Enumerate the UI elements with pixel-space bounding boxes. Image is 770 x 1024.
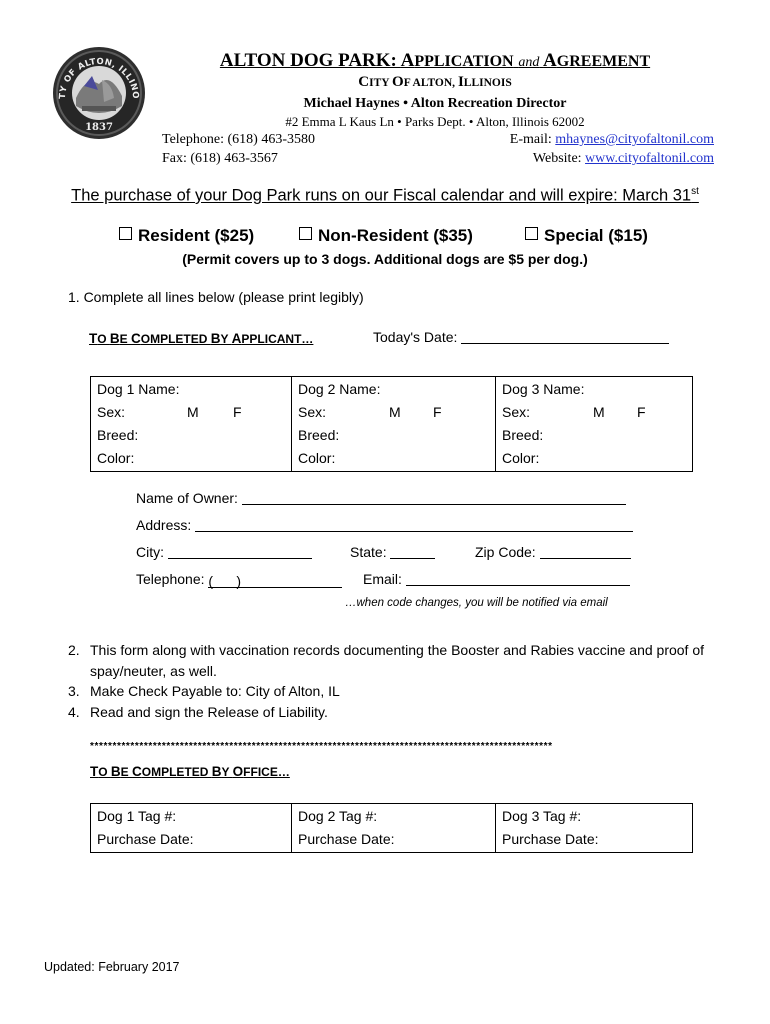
owner-email-input[interactable] [406,571,630,586]
dog-info-table [90,376,693,472]
dog-2-cell [292,377,496,472]
dog-3-purchase-date-field[interactable]: Purchase Date: [502,831,599,847]
dog-3-name-field[interactable]: Dog 3 Name: [502,381,585,397]
checkbox-non-resident[interactable] [299,227,312,240]
website-line: Website: www.cityofaltonil.com [532,151,714,166]
dog-3-color-field[interactable]: Color: [502,450,540,466]
office-dog-2-cell [292,804,496,853]
director-line: Michael Haynes • Alton Recreation Director [303,96,567,111]
option-resident[interactable]: Resident ($25) [119,226,254,246]
dog-2-tag-field[interactable]: Dog 2 Tag #: [298,808,378,824]
page-title: ALTON DOG PARK: APPLICATION and AGREEMENT [219,50,651,71]
dog-3-tag-field[interactable]: Dog 3 Tag #: [502,808,582,824]
owner-name-field: Name of Owner: [136,490,626,506]
updated-footer: Updated: February 2017 [44,960,180,974]
seal-text: TY OF ALTON, ILLINO [57,56,141,100]
option-non-resident[interactable]: Non-Resident ($35) [299,226,473,246]
office-dog-1-cell [91,804,292,853]
step-1: 1. Complete all lines below (please print legibly) [68,289,364,305]
checkbox-special[interactable] [525,227,538,240]
dog-3-sex-field[interactable]: Sex: M F [502,404,646,420]
owner-zip-field: Zip Code: [475,544,631,560]
address-line: #2 Emma L Kaus Ln • Parks Dept. • Alton, Illinois 62002 [285,114,585,129]
option-special[interactable]: Special ($15) [525,226,648,246]
email-note: …when code changes, you will be notified via email [345,597,608,609]
owner-telephone-input[interactable]: ( ) [208,573,342,588]
dog-1-breed-field[interactable]: Breed: [97,427,139,443]
checkbox-resident[interactable] [119,227,132,240]
applicant-section-heading: TO BE COMPLETED BY APPLICANT… [89,331,314,346]
dog-3-cell [496,377,693,472]
fax-line: Fax: (618) 463-3567 [162,151,278,166]
office-table [90,803,693,853]
dog-2-color-field[interactable]: Color: [298,450,336,466]
dog-1-color-field[interactable]: Color: [97,450,135,466]
dog-2-breed-field[interactable]: Breed: [298,427,340,443]
dog-2-sex-field[interactable]: Sex: M F [298,404,442,420]
todays-date-input[interactable] [461,329,669,344]
email-link[interactable]: mhaynes@cityofaltonil.com [555,132,714,147]
owner-name-input[interactable] [242,490,626,505]
dog-1-sex-field[interactable]: Sex: M F [97,404,242,420]
owner-state-input[interactable] [390,544,435,559]
owner-city-field: City: [136,544,312,560]
city-heading: CITY OF ALTON, ILLINOIS [358,74,512,90]
step-3: 3. Make Check Payable to: City of Alton, IL [68,683,340,699]
owner-telephone-field: Telephone: ( ) [136,571,342,588]
owner-zip-input[interactable] [540,544,631,559]
telephone-line: Telephone: (618) 463-3580 [162,132,315,147]
dog-2-purchase-date-field[interactable]: Purchase Date: [298,831,395,847]
owner-email-field: Email: [363,571,630,587]
fiscal-notice: The purchase of your Dog Park runs on our Fiscal calendar and will expire: March 31st [71,186,699,205]
email-line: E-mail: mhaynes@cityofaltonil.com [509,132,714,147]
todays-date-field: Today's Date: [373,329,669,345]
dog-1-name-field[interactable]: Dog 1 Name: [97,381,180,397]
seal-year: 1837 [85,122,113,133]
owner-city-input[interactable] [168,544,312,559]
dog-1-cell [91,377,292,472]
website-link[interactable]: www.cityofaltonil.com [585,151,714,166]
owner-state-field: State: [350,544,435,560]
office-section-heading: TO BE COMPLETED BY OFFICE… [90,764,290,779]
dog-1-tag-field[interactable]: Dog 1 Tag #: [97,808,177,824]
step-4: 4. Read and sign the Release of Liability. [68,703,328,720]
owner-address-input[interactable] [195,517,633,532]
owner-address-field: Address: [136,517,633,533]
city-seal-logo [52,46,146,140]
dog-2-name-field[interactable]: Dog 2 Name: [298,381,381,397]
instructions-list [68,640,708,722]
step-2: 2. This form along with vaccination records documenting the Booster and Rabies vaccine and proof of spay/neuter, as well. [68,642,705,679]
dog-1-purchase-date-field[interactable]: Purchase Date: [97,831,194,847]
office-dog-3-cell [496,804,693,853]
separator-line: ******************************************************************************************************* [90,741,553,752]
permit-note: (Permit covers up to 3 dogs. Additional dogs are $5 per dog.) [182,251,588,267]
dog-3-breed-field[interactable]: Breed: [502,427,544,443]
